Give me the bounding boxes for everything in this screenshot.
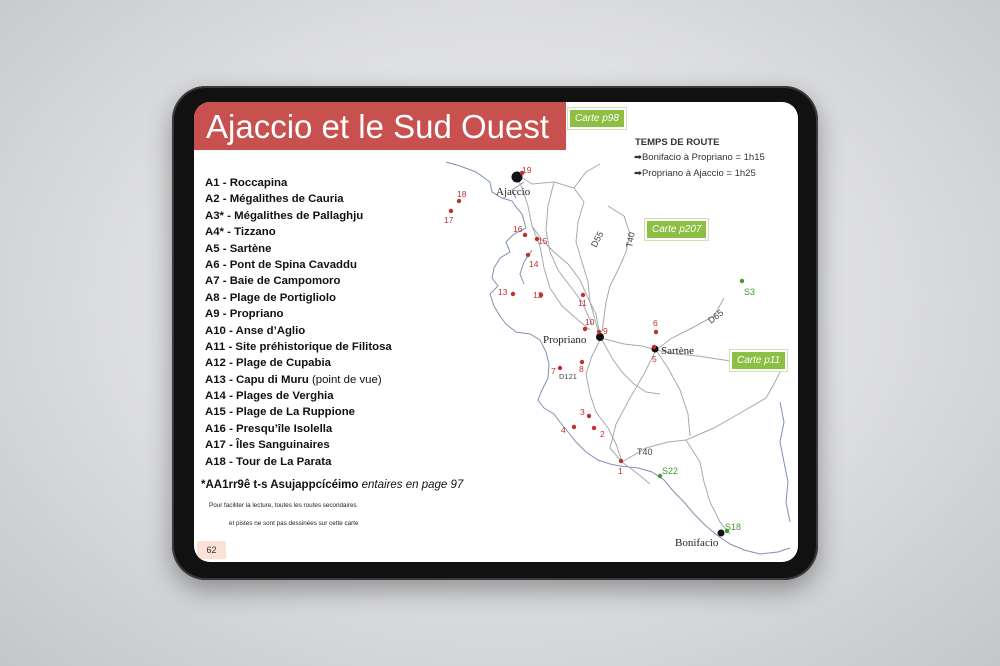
road-label-t40-south: T40 bbox=[637, 447, 653, 457]
road-label-d65: D65 bbox=[706, 307, 726, 326]
svg-text:14: 14 bbox=[529, 259, 539, 269]
list-item: A5 - Sartène bbox=[205, 242, 272, 255]
road-label-d121: D121 bbox=[559, 372, 577, 381]
svg-text:7: 7 bbox=[551, 366, 556, 376]
list-item: A12 - Plage de Cupabia bbox=[205, 357, 331, 370]
svg-text:18: 18 bbox=[457, 189, 467, 199]
green-markers bbox=[658, 279, 744, 533]
list-item: A3* - Mégalithes de Pallaghju bbox=[205, 209, 364, 222]
list-item: A15 - Plage de La Ruppione bbox=[205, 406, 356, 419]
carte-link-p98[interactable]: Carte p98 bbox=[570, 110, 624, 127]
list-item: A18 - Tour de La Parata bbox=[205, 455, 332, 468]
page-number: 62 bbox=[197, 541, 226, 559]
list-item: A4* - Tizzano bbox=[205, 226, 276, 239]
red-marker-labels bbox=[444, 165, 658, 476]
red-markers bbox=[449, 171, 658, 463]
list-item: A14 - Plages de Verghia bbox=[205, 390, 334, 403]
east-coast bbox=[780, 402, 790, 522]
svg-text:15: 15 bbox=[538, 236, 548, 246]
svg-text:10: 10 bbox=[585, 317, 595, 327]
svg-text:8: 8 bbox=[579, 364, 584, 374]
disclaimer-line: et pistes ne sont pas dessinées sur cette carte bbox=[229, 520, 359, 527]
svg-text:6: 6 bbox=[653, 318, 658, 328]
town-label-propriano: Propriano bbox=[543, 334, 587, 346]
arrow-right-icon: ➡ bbox=[634, 152, 642, 163]
list-item: A13 - Capu di Muru (point de vue) bbox=[205, 373, 382, 386]
town-label-sartene: Sartène bbox=[661, 345, 694, 357]
svg-text:4: 4 bbox=[561, 425, 566, 435]
list-item: A8 - Plage de Portigliolo bbox=[205, 291, 337, 304]
svg-text:S18: S18 bbox=[725, 522, 742, 532]
list-item: A17 - Îles Sanguinaires bbox=[205, 439, 330, 452]
svg-text:9: 9 bbox=[603, 326, 608, 336]
roads bbox=[516, 164, 780, 534]
road-label-d55: D55 bbox=[588, 229, 606, 249]
svg-text:19: 19 bbox=[522, 165, 532, 175]
svg-text:S22: S22 bbox=[662, 466, 679, 476]
sites-list bbox=[205, 175, 392, 470]
svg-text:5: 5 bbox=[652, 354, 657, 364]
svg-text:3: 3 bbox=[580, 407, 585, 417]
list-item: A11 - Site préhistorique de Filitosa bbox=[205, 340, 392, 353]
arrow-right-icon: ➡ bbox=[634, 168, 642, 179]
page-screen bbox=[194, 102, 798, 562]
svg-text:1: 1 bbox=[618, 466, 623, 476]
route-time-line: ➡Bonifacio à Propriano = 1h15 bbox=[634, 152, 765, 163]
town-marker-bonifacio bbox=[718, 530, 725, 537]
list-item: A1 - Roccapina bbox=[205, 177, 288, 189]
road-label-t40: T40 bbox=[624, 231, 637, 249]
list-item: A10 - Anse d’Aglio bbox=[205, 324, 306, 337]
svg-text:11: 11 bbox=[578, 298, 587, 308]
green-marker-labels bbox=[662, 287, 755, 532]
town-label-bonifacio: Bonifacio bbox=[675, 537, 719, 549]
title-band bbox=[194, 102, 566, 150]
svg-text:16: 16 bbox=[513, 224, 523, 234]
svg-text:12: 12 bbox=[533, 290, 543, 300]
svg-text:17: 17 bbox=[444, 215, 454, 225]
list-item: A6 - Pont de Spina Cavaddu bbox=[205, 258, 357, 271]
route-time-line: ➡Propriano à Ajaccio = 1h25 bbox=[634, 168, 756, 179]
carte-link-p11[interactable]: Carte p11 bbox=[732, 352, 785, 369]
town-label-ajaccio: Ajaccio bbox=[496, 186, 531, 198]
carte-link-p207[interactable]: Carte p207 bbox=[647, 221, 706, 238]
list-item: A9 - Propriano bbox=[205, 308, 284, 321]
list-item: A2 - Mégalithes de Cauria bbox=[205, 193, 344, 206]
svg-text:S3: S3 bbox=[744, 287, 756, 297]
footnote: *AA1rr9ê t-s Asujappcícéimo entaires en page 97 bbox=[201, 479, 464, 491]
list-item: A7 - Baie de Campomoro bbox=[205, 275, 341, 288]
list-item: A16 - Presqu’île Isolella bbox=[205, 422, 333, 435]
disclaimer-line: Pour faciliter la lecture, toutes les routes secondaires bbox=[209, 502, 357, 509]
page-title: Ajaccio et le Sud Ouest bbox=[206, 108, 550, 145]
route-times-heading: TEMPS DE ROUTE bbox=[635, 137, 720, 148]
svg-text:2: 2 bbox=[600, 429, 605, 439]
svg-text:13: 13 bbox=[498, 287, 508, 297]
